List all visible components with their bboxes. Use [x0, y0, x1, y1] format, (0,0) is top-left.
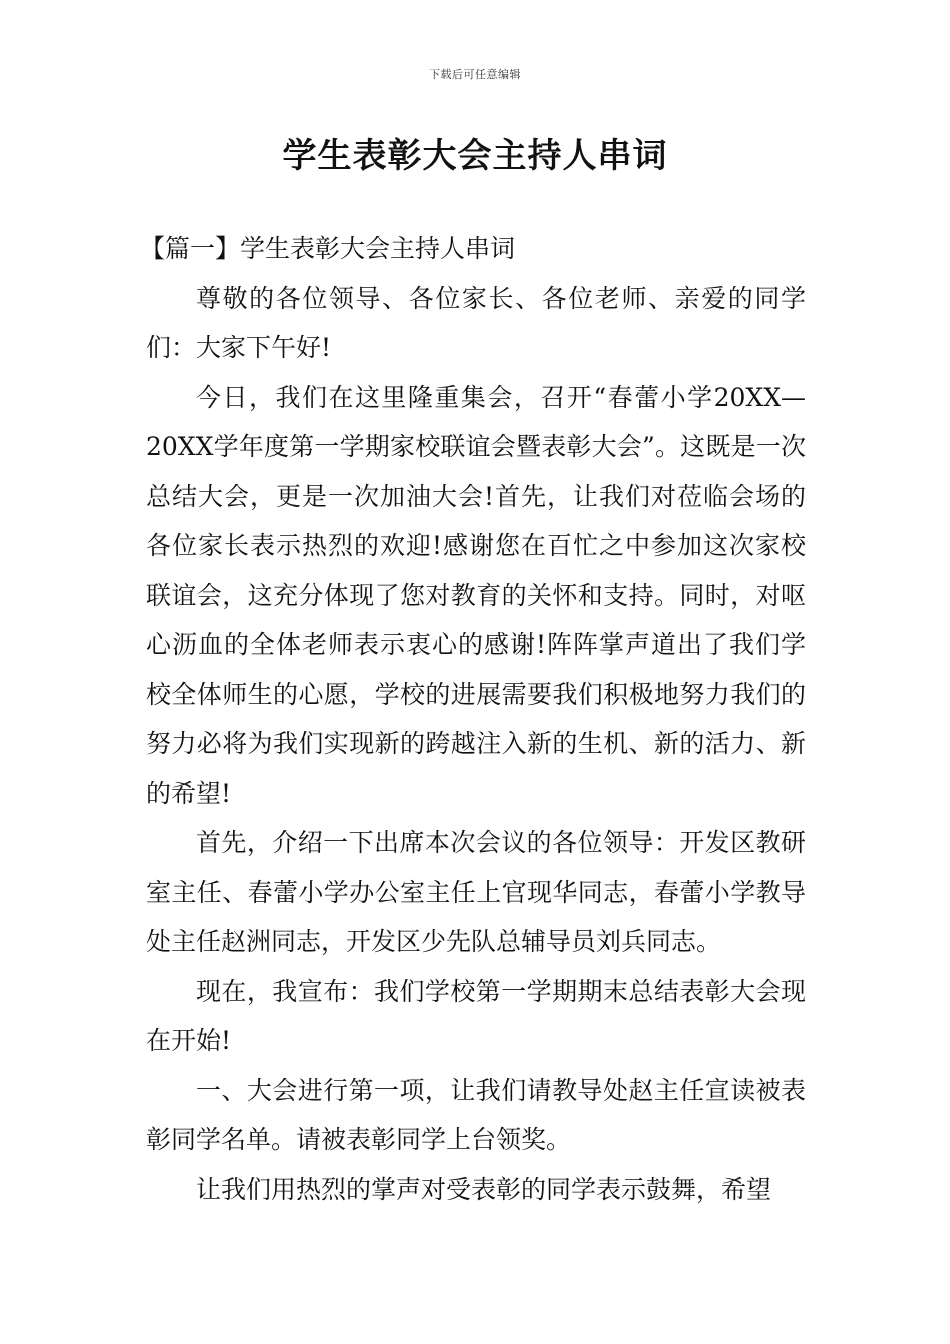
document-title: 学生表彰大会主持人串词 [282, 136, 668, 176]
paragraph-announcement: 现在，我宣布：我们学校第一学期期末总结表彰大会现在开始! [146, 976, 806, 1055]
paragraph-applause: 让我们用热烈的掌声对受表彰的同学表示鼓舞，希望 [196, 1174, 772, 1204]
paragraph-opening: 今日，我们在这里隆重集会，召开“春蕾小学20XX—20XX学年度第一学期家校联谊会暨表彰大会”。这既是一次总结大会，更是一次加油大会!首先，让我们对莅临会场的各位家长表示热烈的欢迎!感谢您在百忙之中参加这次家校联谊会，这充分体现了您对教育的关怀和支持。同时，对呕心沥血的全体老师表示衷心的感谢!阵阵掌声道出了我们学校全体师生的心愿，学校的进展需要我们积极地努力我们的努力必将为我们实现新的跨越注入新的生机、新的活力、新的希望! [146, 382, 806, 808]
paragraph-introduction: 首先，介绍一下出席本次会议的各位领导：开发区教研室主任、春蕾小学办公室主任上官现华同志，春蕾小学教导处主任赵洲同志，开发区少先队总辅导员刘兵同志。 [146, 828, 806, 956]
section-heading: 【篇一】学生表彰大会主持人串词 [140, 234, 516, 263]
header-note: 下载后可任意编辑 [429, 68, 521, 81]
paragraph-item-one: 一、大会进行第一项，让我们请教导处赵主任宣读被表彰同学名单。请被表彰同学上台领奖。 [146, 1075, 806, 1154]
paragraph-greeting: 尊敬的各位领导、各位家长、各位老师、亲爱的同学们：大家下午好! [146, 283, 806, 362]
document-body [140, 224, 806, 1214]
